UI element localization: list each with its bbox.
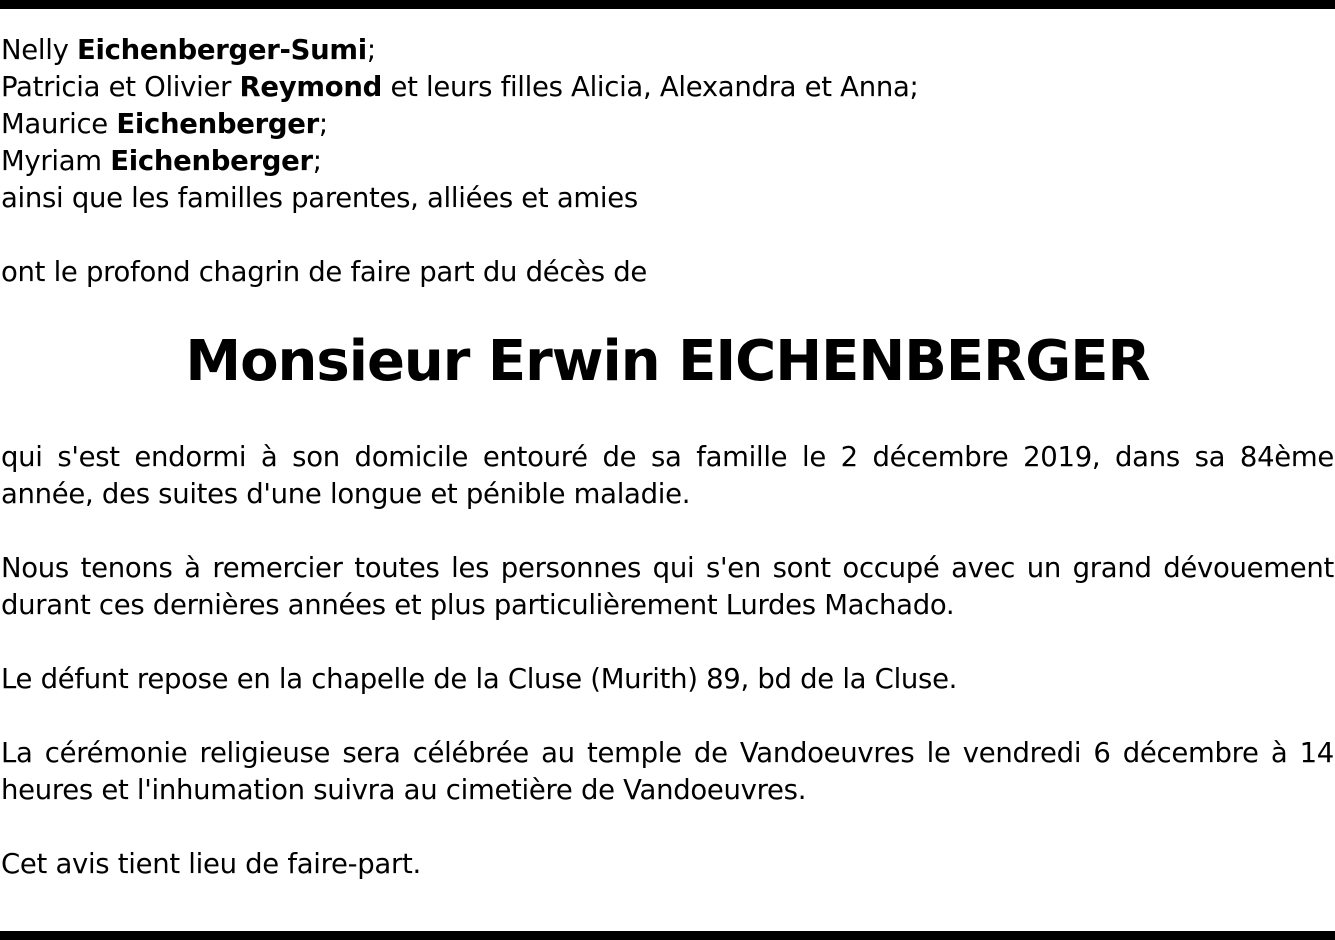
family-surname: Eichenberger [116, 108, 319, 140]
family-line [1, 143, 1334, 180]
extended-family-line: ainsi que les familles parentes, alliées et amies [1, 182, 638, 214]
family-suffix: ; [318, 108, 328, 140]
family-surname: Eichenberger [110, 145, 313, 177]
spacer [1, 217, 1334, 254]
family-suffix: ; [366, 34, 376, 66]
family-first-names: Maurice [1, 108, 117, 140]
family-line [1, 69, 1334, 106]
family-line [1, 32, 1334, 69]
repose-paragraph: Le défunt repose en la chapelle de la Cluse (Murith) 89, bd de la Cluse. [1, 663, 958, 695]
closing-paragraph: Cet avis tient lieu de faire-part. [1, 848, 421, 880]
bottom-border-rule [0, 931, 1335, 940]
family-surname: Eichenberger-Sumi [77, 34, 367, 66]
family-suffix: ; [312, 145, 322, 177]
death-paragraph: qui s'est endormi à son domicile entouré de sa famille le 2 décembre 2019, dans sa 84ème année, des suites d'une longue et pénible maladie. [1, 441, 1334, 510]
family-first-names: Patricia et Olivier [1, 71, 240, 103]
family-line [1, 106, 1334, 143]
family-first-names: Nelly [1, 34, 77, 66]
family-suffix: et leurs filles Alicia, Alexandra et Anna; [382, 71, 919, 103]
announcement-line: ont le profond chagrin de faire part du décès de [1, 256, 648, 288]
top-border-rule [0, 0, 1335, 9]
obituary-notice [1, 32, 1334, 920]
thanks-paragraph: Nous tenons à remercier toutes les personnes qui s'en sont occupé avec un grand dévouement durant ces dernières années et plus particulièrement Lurdes Machado. [1, 552, 1334, 621]
ceremony-paragraph: La cérémonie religieuse sera célébrée au temple de Vandoeuvres le vendredi 6 décembre à 14 heures et l'inhumation suivra au cimetière de Vandoeuvres. [1, 737, 1334, 806]
deceased-name: Monsieur Erwin EICHENBERGER [185, 329, 1150, 394]
family-surname: Reymond [239, 71, 383, 103]
family-first-names: Myriam [1, 145, 111, 177]
